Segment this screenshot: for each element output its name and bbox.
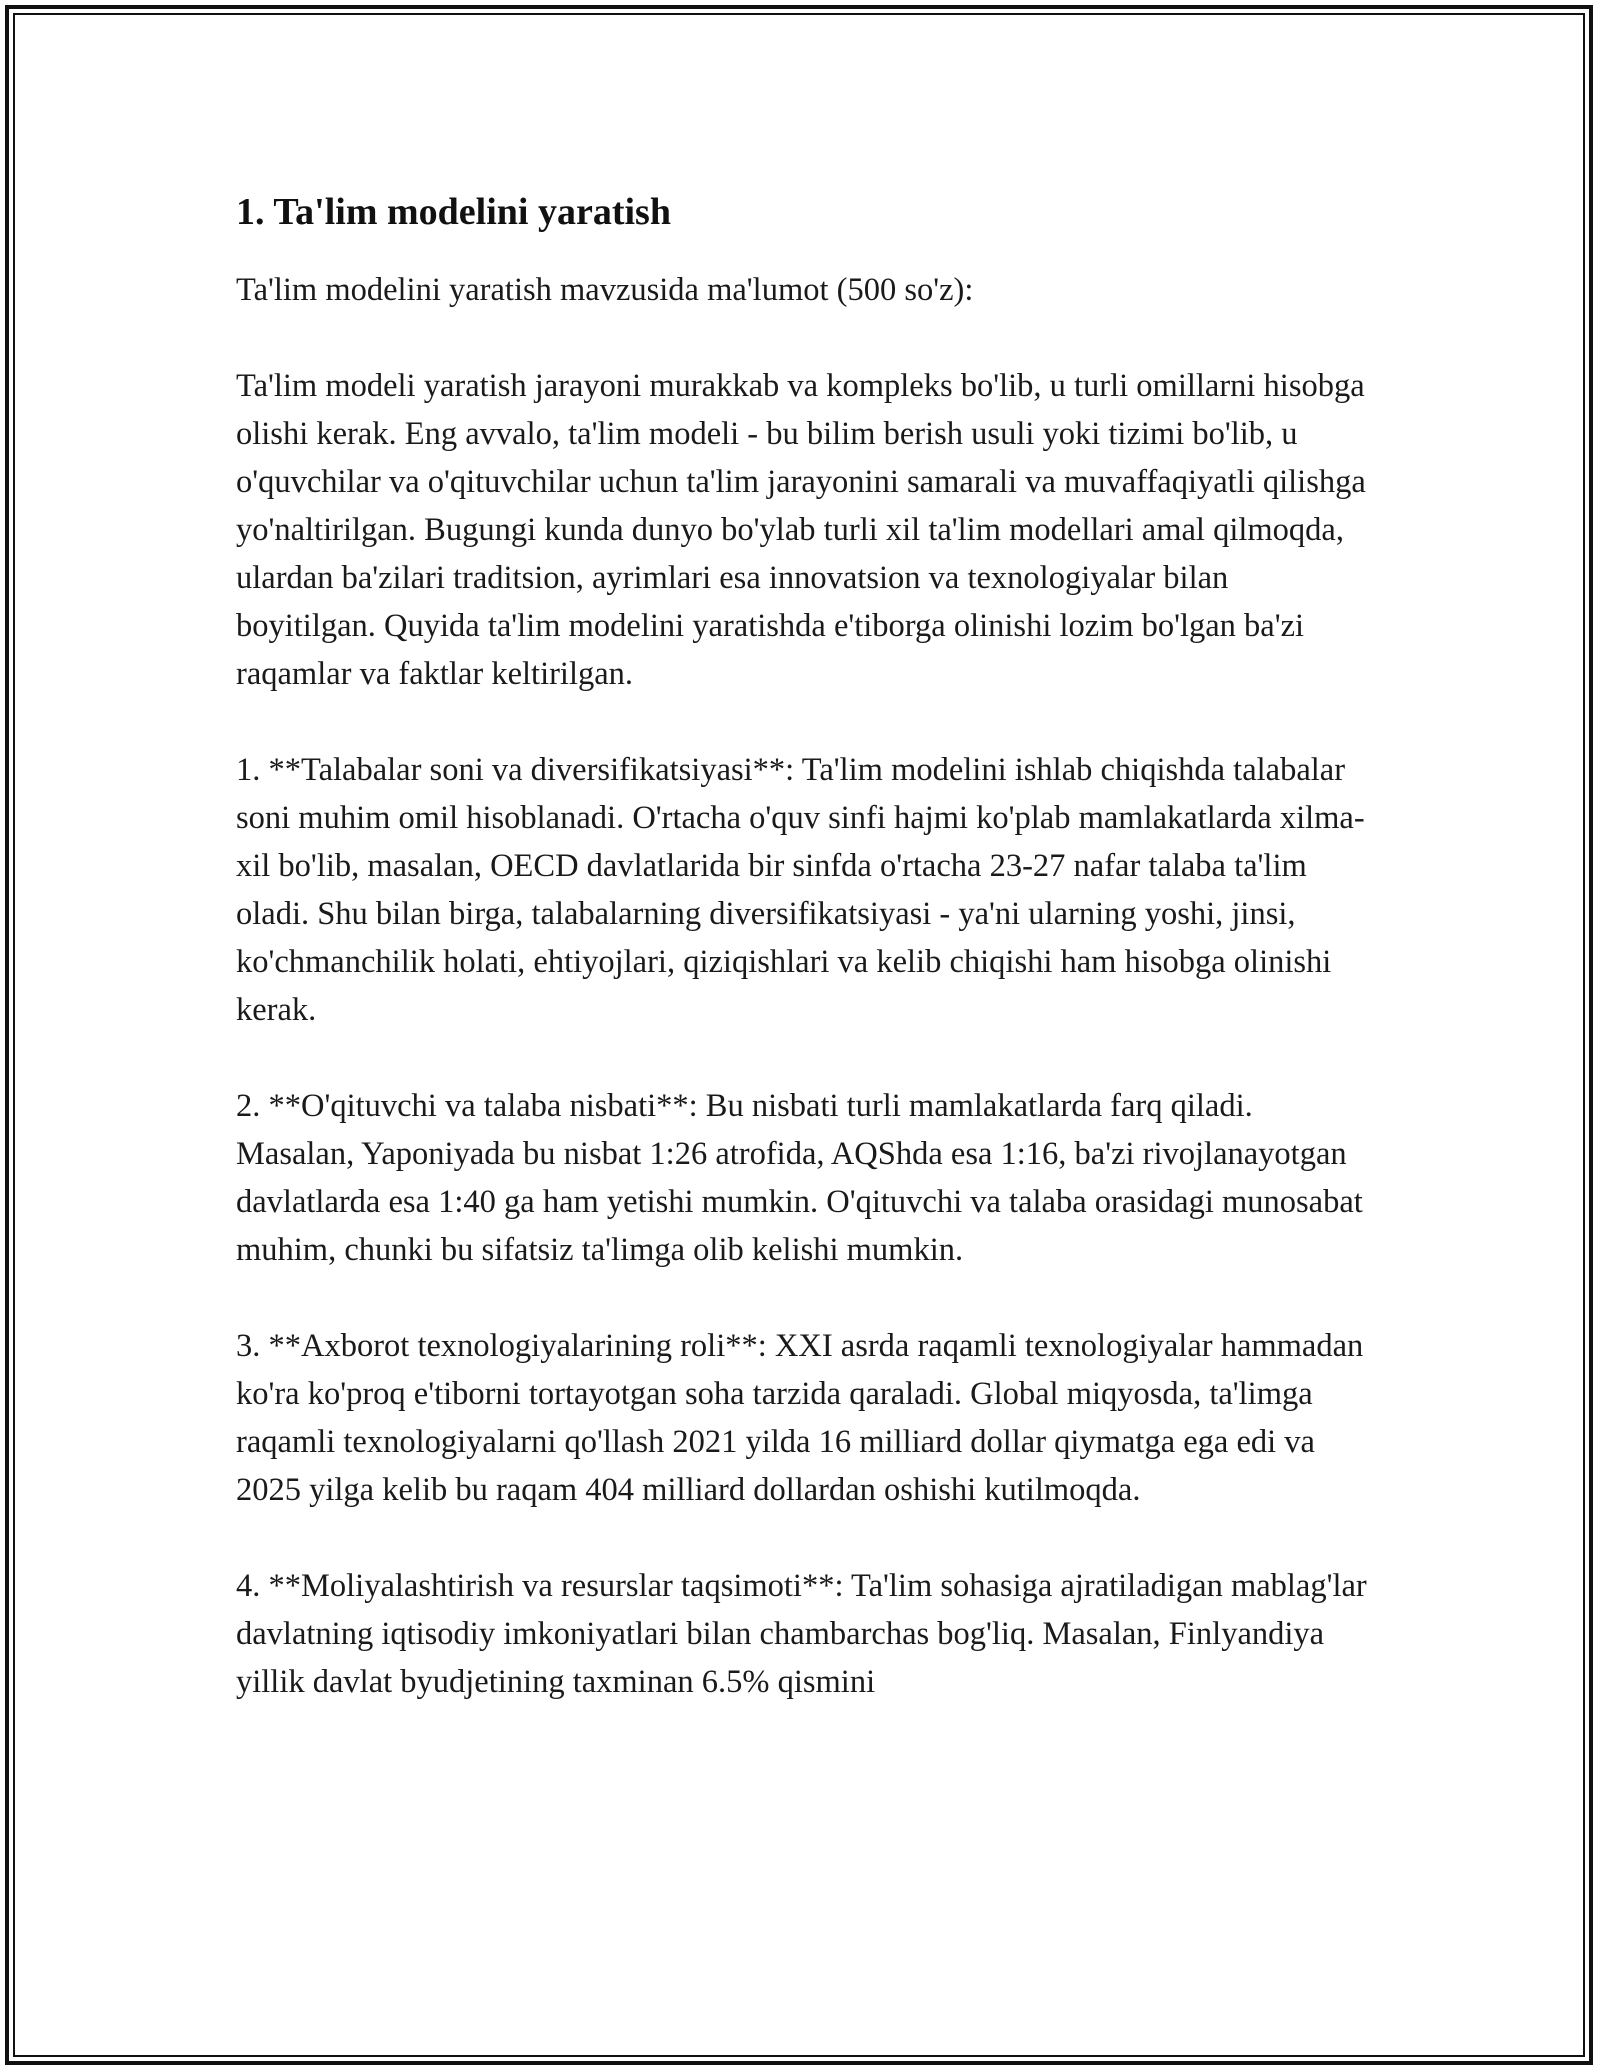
paragraph-point-2: 2. **O'qituvchi va talaba nisbati**: Bu nisbati turli mamlakatlarda farq qiladi. Masalan, Yaponiyada bu nisbat 1:26 atrofida, AQShda esa 1:16, ba'zi rivojlanayotgan davlatlarda esa 1:40 ga ham yetishi mumkin. O'qituvchi va talaba orasidagi munosabat muhim, chunki bu sifatsiz ta'limga olib kelishi mumkin. — [236, 1088, 1363, 1268]
document-body — [236, 186, 1376, 1754]
paragraph-point-4: 4. **Moliyalashtirish va resurslar taqsimoti**: Ta'lim sohasiga ajratiladigan mablag'lar davlatning iqtisodiy imkoniyatlari bilan chambarchas bog'liq. Masalan, Finlyandiya yillik davlat byudjetining taxminan 6.5% qismini — [236, 1568, 1367, 1700]
paragraph-point-1: 1. **Talabalar soni va diversifikatsiyasi**: Ta'lim modelini ishlab chiqishda talabalar soni muhim omil hisoblanadi. O'rtacha o'quv sinfi hajmi ko'plab mamlakatlarda xilma-xil bo'lib, masalan, OECD davlatlarida bir sinfda o'rtacha 23-27 nafar talaba ta'lim oladi. Shu bilan birga, talabalarning diversifikatsiyasi - ya'ni ularning yoshi, jinsi, ko'chmanchilik holati, ehtiyojlari, qiziqishlari va kelib chiqishi ham hisobga olinishi kerak. — [236, 752, 1365, 1028]
document-title: 1. Ta'lim modelini yaratish — [236, 191, 671, 233]
document-subtitle: Ta'lim modelini yaratish mavzusida ma'lumot (500 so'z): — [236, 272, 974, 308]
paragraph-point-3: 3. **Axborot texnologiyalarining roli**: XXI asrda raqamli texnologiyalar hammadan ko'ra ko'proq e'tiborni tortayotgan soha tarzida qaraladi. Global miqyosda, ta'limga raqamli texnologiyalarni qo'llash 2021 yilda 16 milliard dollar qiymatga ega edi va 2025 yilga kelib bu raqam 404 milliard dollardan oshishi kutilmoqda. — [236, 1328, 1364, 1508]
paragraph-intro: Ta'lim modeli yaratish jarayoni murakkab va kompleks bo'lib, u turli omillarni hisobga olishi kerak. Eng avvalo, ta'lim modeli - bu bilim berish usuli yoki tizimi bo'lib, u o'quvchilar va o'qituvchilar uchun ta'lim jarayonini samarali va muvaffaqiyatli qilishga yo'naltirilgan. Bugungi kunda dunyo bo'ylab turli xil ta'lim modellari amal qilmoqda, ulardan ba'zilari traditsion, ayrimlari esa innovatsion va texnologiyalar bilan boyitilgan. Quyida ta'lim modelini yaratishda e'tiborga olinishi lozim bo'lgan ba'zi raqamlar va faktlar keltirilgan. — [236, 368, 1366, 692]
